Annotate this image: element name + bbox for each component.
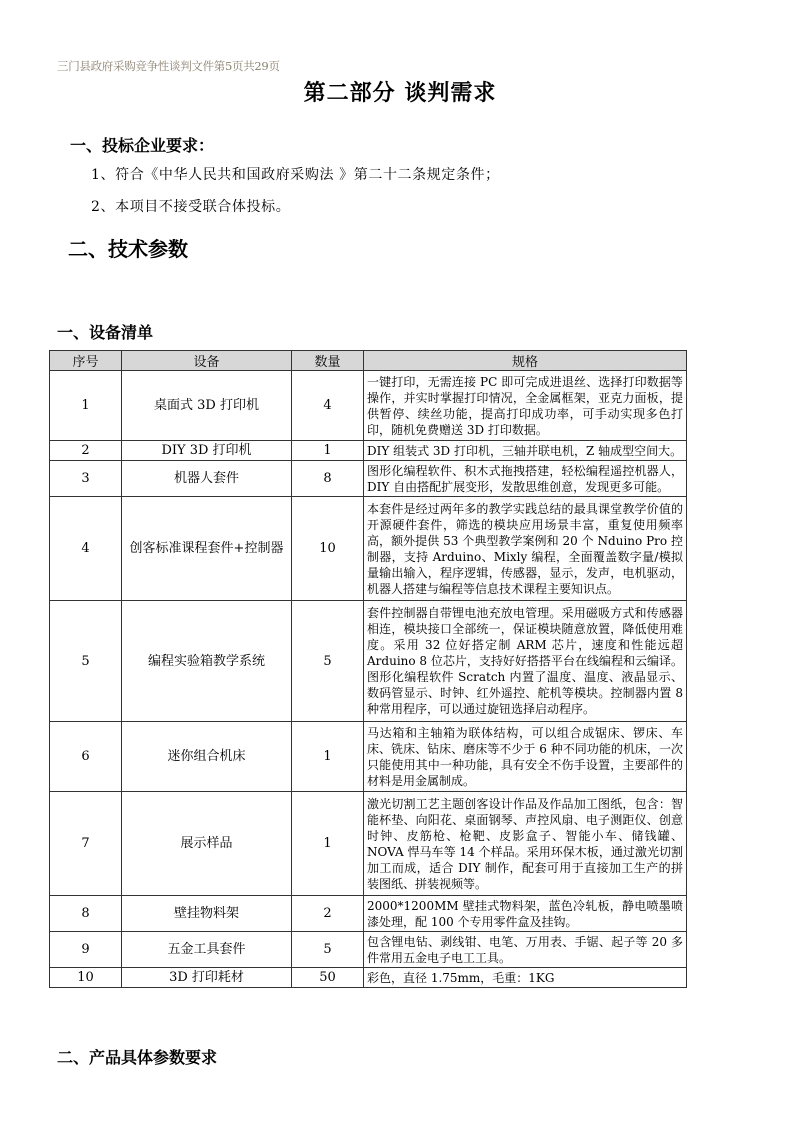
row-quantity: 1: [292, 441, 364, 461]
row-spec: 图形化编程软件、积木式拖拽搭建，轻松编程遥控机器人，DIY 自由搭配扩展变形，发散思维创意，发现更多可能。: [364, 461, 687, 497]
table-row: [50, 441, 687, 461]
row-spec: DIY 组装式 3D 打印机，三轴并联电机，Z 轴成型空间大。: [364, 441, 687, 461]
table-header-row: [50, 351, 687, 371]
row-device: 3D 打印耗材: [122, 968, 292, 988]
row-device: 编程实验箱教学系统: [122, 601, 292, 722]
row-number: 3: [50, 461, 122, 497]
row-number: 6: [50, 722, 122, 792]
row-number: 2: [50, 441, 122, 461]
header-spec: 规格: [364, 351, 687, 371]
row-device: 展示样品: [122, 792, 292, 896]
section-heading-technical-parameters: 二、技术参数: [68, 237, 188, 261]
row-number: 8: [50, 896, 122, 932]
row-device: 壁挂物料架: [122, 896, 292, 932]
row-spec: 套件控制器自带锂电池充放电管理。采用磁吸方式和传感器相连，模块接口全部统一，保证模块随意放置，降低使用难度。采用 32 位好搭定制 ARM 芯片，速度和性能远超 Arduino 8 位芯片，支持好好搭搭平台在线编程和云编译。图形化编程软件 Scratch 内置了温度、温度、液晶显示、数码管显示、时钟、红外遥控、舵机等模块。控制器内置 8 种常用程序，可以通过旋钮选择启动程序。: [364, 601, 687, 722]
row-quantity: 4: [292, 371, 364, 441]
row-spec: 彩色，直径 1.75mm，毛重：1KG: [364, 968, 687, 988]
table-row: [50, 601, 687, 722]
row-device: 机器人套件: [122, 461, 292, 497]
row-number: 5: [50, 601, 122, 722]
row-spec: 马达箱和主轴箱为联体结构，可以组合成锯床、锣床、车床、铣床、钻床、磨床等不少于 6 种不同功能的机床，一次只能使用其中一种功能，具有安全不伤手设置，主要部件的材料是用金属制成。: [364, 722, 687, 792]
table-row: [50, 792, 687, 896]
row-device: 五金工具套件: [122, 932, 292, 968]
page-title: 第二部分 谈判需求: [303, 81, 497, 106]
row-number: 7: [50, 792, 122, 896]
table-row: [50, 497, 687, 601]
row-spec: 2000*1200MM 壁挂式物料架，蓝色冷轧板，静电喷墨喷漆处理，配 100 个专用零件盒及挂钩。: [364, 896, 687, 932]
row-quantity: 1: [292, 722, 364, 792]
row-number: 10: [50, 968, 122, 988]
requirement-item-1: 1、符合《中华人民共和国政府采购法 》第二十二条规定条件；: [91, 167, 500, 183]
header-number: 序号: [50, 351, 122, 371]
row-number: 1: [50, 371, 122, 441]
section-heading-bidder-requirements: 一、投标企业要求：: [70, 136, 215, 155]
table-row: [50, 932, 687, 968]
row-number: 9: [50, 932, 122, 968]
row-quantity: 1: [292, 792, 364, 896]
header-device: 设备: [122, 351, 292, 371]
row-quantity: 5: [292, 601, 364, 722]
row-device: 创客标准课程套件+控制器: [122, 497, 292, 601]
row-spec: 包含锂电钻、剥线钳、电笔、万用表、手锯、起子等 20 多件常用五金电子电工工具。: [364, 932, 687, 968]
row-device: 桌面式 3D 打印机: [122, 371, 292, 441]
table-row: [50, 461, 687, 497]
row-quantity: 50: [292, 968, 364, 988]
table-row: [50, 896, 687, 932]
table-row: [50, 371, 687, 441]
row-number: 4: [50, 497, 122, 601]
row-device: 迷你组合机床: [122, 722, 292, 792]
table-row: [50, 968, 687, 988]
table-row: [50, 722, 687, 792]
header-quantity: 数量: [292, 351, 364, 371]
requirement-item-2: 2、本项目不接受联合体投标。: [91, 199, 291, 215]
row-quantity: 5: [292, 932, 364, 968]
equipment-table: [49, 350, 687, 988]
row-quantity: 10: [292, 497, 364, 601]
row-spec: 一键打印，无需连接 PC 即可完成进退丝、选择打印数据等操作，并实时掌握打印情况，全金属框架，亚克力面板，提供暂停、续丝功能，提高打印成功率，可手动实现多色打印，随机免费赠送 3D 打印数据。: [364, 371, 687, 441]
subsection-heading-product-parameters: 二、产品具体参数要求: [57, 1048, 218, 1067]
subsection-heading-equipment-list: 一、设备清单: [57, 323, 154, 342]
row-quantity: 2: [292, 896, 364, 932]
running-header: 三门县政府采购竞争性谈判文件第5页共29页: [57, 59, 280, 73]
row-spec: 激光切割工艺主题创客设计作品及作品加工图纸，包含：智能杯垫、向阳花、桌面钢琴、声控风扇、电子测距仪、创意时钟、皮筋枪、枪靶、皮影盒子、智能小车、储钱罐、NOVA 悍马车等 14 个样品。采用环保木板，通过激光切割加工而成，适合 DIY 制作，配套可用于直接加工生产的拼装图纸、拼装视频等。: [364, 792, 687, 896]
row-quantity: 8: [292, 461, 364, 497]
row-spec: 本套件是经过两年多的教学实践总结的最具课堂教学价值的开源硬件套件，筛选的模块应用场景丰富，重复使用频率高，额外提供 53 个典型教学案例和 20 个 Nduino Pro 控制器，支持 Arduino、Mixly 编程，全面覆盖数字量/模拟量输出输入，程序逻辑，传感器，显示，发声，电机驱动，机器人搭建与编程等信息技术课程主要知识点。: [364, 497, 687, 601]
row-device: DIY 3D 打印机: [122, 441, 292, 461]
